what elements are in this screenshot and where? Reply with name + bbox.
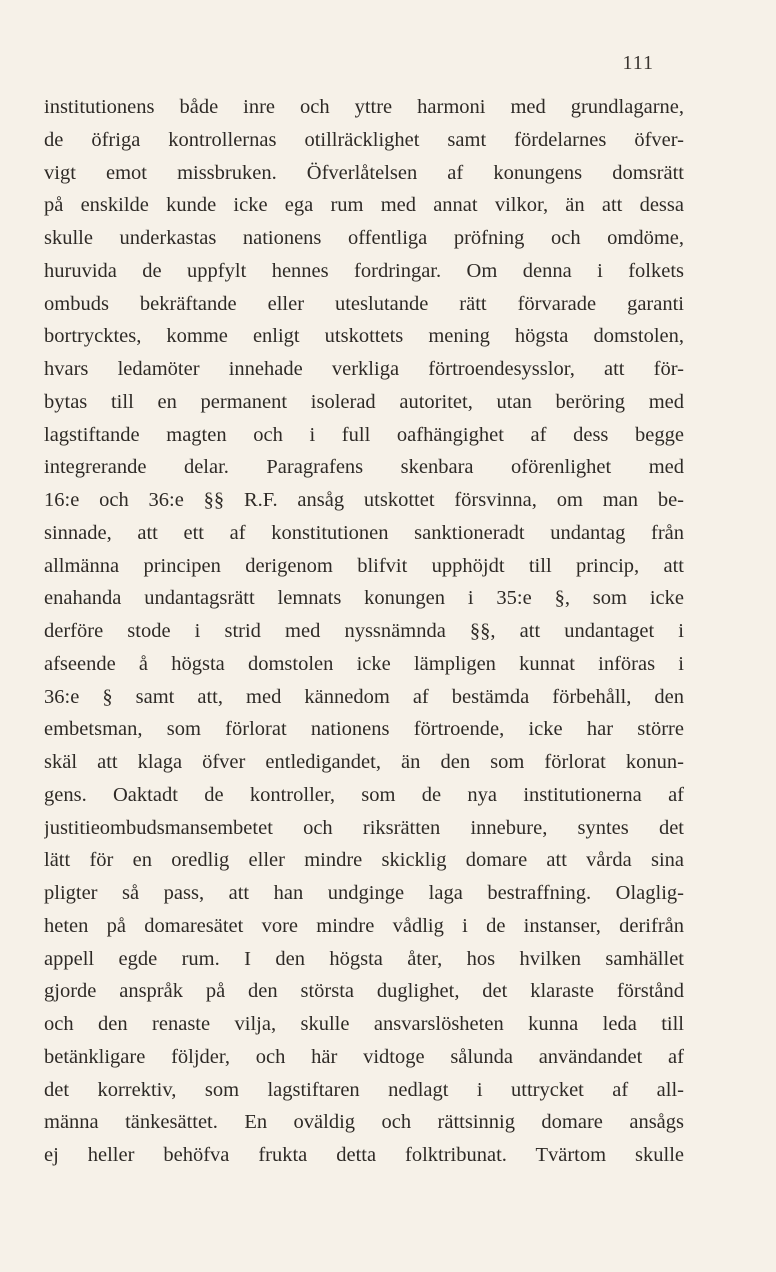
text-line: appell egde rum. I den högsta åter, hos hvilken samhället [44,947,684,970]
text-line: skulle underkastas nationens offentliga pröfning och omdöme, [44,227,684,249]
text-line: det korrektiv, som lagstiftaren nedlagt i uttrycket af all- [44,1078,684,1101]
text-line: institutionens både inre och yttre harmoni med grundlagarne, [44,96,684,118]
text-line: skäl att klaga öfver entledigandet, än den som förlorat konun- [44,751,684,773]
text-line: lagstiftande magten och i full oafhängighet af dess begge [44,423,684,446]
text-line: sinnade, att ett af konstitutionen sanktioneradt undantag från [44,521,684,544]
text-line: afseende å högsta domstolen icke lämpligen kunnat införas i [44,652,684,675]
text-line: vigt emot missbruken. Öfverlåtelsen af konungens domsrätt [44,161,684,184]
text-line: lätt för en oredlig eller mindre skicklig domare att vårda sina [44,849,684,872]
page-number: 111 [622,52,654,74]
text-line: allmänna principen derigenom blifvit upphöjdt till princip, att [44,554,684,577]
text-line: huruvida de uppfylt hennes fordringar. Om denna i folkets [44,259,684,282]
text-line: ej heller behöfva frukta detta folktribunat. Tvärtom skulle [44,1144,684,1166]
body-text [44,91,684,1172]
text-line: 16:e och 36:e §§ R.F. ansåg utskottet försvinna, om man be- [44,489,684,511]
text-line: gens. Oaktadt de kontroller, som de nya institutionerna af [44,783,684,806]
text-line: männa tänkesättet. En oväldig och rättsinnig domare ansågs [44,1111,684,1134]
text-line: embetsman, som förlorat nationens förtroende, icke har större [44,718,684,741]
text-line: 36:e § samt att, med kännedom af bestämda förbehåll, den [44,685,684,708]
text-line: integrerande delar. Paragrafens skenbara oförenlighet med [44,456,684,479]
text-line: ombuds bekräftande eller uteslutande rätt förvarade garanti [44,292,684,315]
text-line: de öfriga kontrollernas otillräcklighet samt fördelarnes öfver- [44,128,684,151]
text-line: hvars ledamöter innehade verkliga förtroendesysslor, att för- [44,358,684,380]
text-line: bortrycktes, komme enligt utskottets mening högsta domstolen, [44,325,684,348]
text-line: på enskilde kunde icke ega rum med annat vilkor, än att dessa [44,194,684,217]
text-line: bytas till en permanent isolerad autoritet, utan beröring med [44,390,684,413]
text-line: derföre stode i strid med nyssnämnda §§, att undantaget i [44,620,684,642]
text-line: justitieombudsmansembetet och riksrätten innebure, syntes det [44,816,684,839]
text-line: heten på domaresätet vore mindre vådlig i de instanser, derifrån [44,914,684,937]
text-line: pligter så pass, att han undginge laga bestraffning. Olaglig- [44,882,684,904]
text-line: och den renaste vilja, skulle ansvarslösheten kunna leda till [44,1013,684,1035]
text-line: gjorde anspråk på den största duglighet, det klaraste förstånd [44,980,684,1003]
text-line: enahanda undantagsrätt lemnats konungen i 35:e §, som icke [44,587,684,610]
text-line: betänkligare följder, och här vidtoge sålunda användandet af [44,1045,684,1068]
